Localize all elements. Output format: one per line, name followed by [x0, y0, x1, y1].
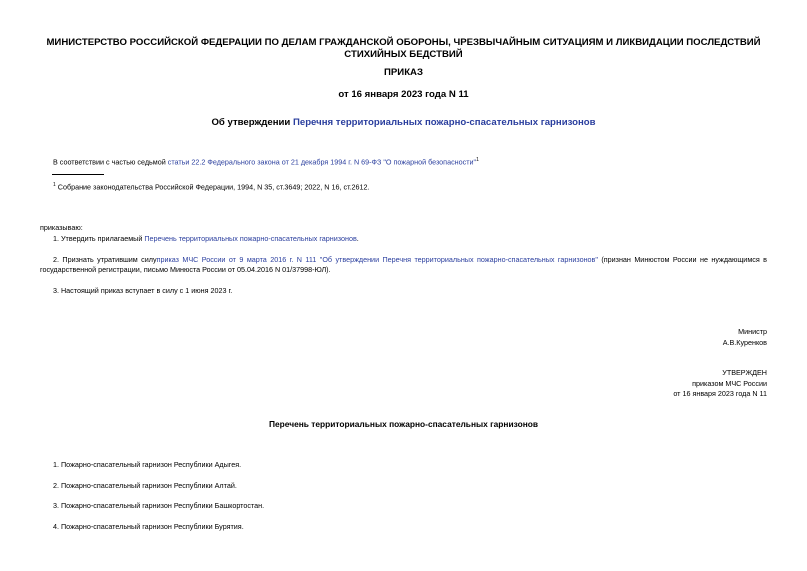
item2-suffix: (признан Минюстом России не нуждающимся в государственной регистрации, письмо Минюста России от 05.04.2016 N 01/37998-ЮЛ). [40, 255, 767, 274]
signatory-position: Министр [738, 327, 767, 336]
federal-law-link[interactable]: статьи 22.2 Федерального закона от 21 декабря 1994 г. N 69-ФЗ "О пожарной безопасности" [167, 157, 477, 167]
item2-prefix: 2. Признать утратившим силу [53, 255, 157, 264]
document-type: ПРИКАЗ [384, 67, 423, 78]
approval-line-1: УТВЕРЖДЕН [722, 368, 767, 377]
item1-suffix: . [356, 234, 359, 243]
footnote-text: Собрание законодательства Российской Федерации, 1994, N 35, ст.3649; 2022, N 16, ст.2612. [55, 182, 370, 192]
preamble-text: В соответствии с частью седьмой [53, 157, 168, 167]
order-item-1 [53, 234, 359, 244]
ministry-heading: МИНИСТЕРСТВО РОССИЙСКОЙ ФЕДЕРАЦИИ ПО ДЕЛАМ ГРАЖДАНСКОЙ ОБОРОНЫ, ЧРЕЗВЫЧАЙНЫМ СИТУАЦИЯМ И ЛИКВИДАЦИИ ПОСЛЕДСТВИЙ СТИХИЙНЫХ БЕДСТВИЙ [46, 37, 761, 60]
signature-block [723, 327, 767, 348]
order-item-3: 3. Настоящий приказ вступает в силу с 1 июня 2023 г. [53, 286, 233, 295]
approval-line-3: от 16 января 2023 года N 11 [673, 389, 767, 398]
title-link[interactable]: Перечня территориальных пожарно-спасательных гарнизонов [292, 117, 596, 128]
item1-prefix: 1. Утвердить прилагаемый [53, 234, 145, 243]
title-prefix: Об утверждении [211, 117, 293, 128]
footnote-ref: 1 [476, 157, 479, 163]
list-title: Перечень территориальных пожарно-спасательных гарнизонов [268, 419, 539, 429]
signatory-name: А.В.Куренков [722, 337, 767, 347]
document-date: от 16 января 2023 года N 11 [338, 89, 469, 100]
preamble [53, 155, 479, 167]
list-item: 1. Пожарно-спасательный гарнизон Республики Адыгея. [53, 460, 242, 469]
orders-word: приказываю: [40, 223, 83, 232]
approval-block [673, 368, 767, 400]
document-title [40, 117, 767, 128]
list-item: 3. Пожарно-спасательный гарнизон Республики Башкортостан. [53, 501, 265, 510]
repealed-order-link[interactable]: приказ МЧС России от 9 марта 2016 г. N 111 "Об утверждении Перечня территориальных пожарно-спасательных гарнизонов" [156, 255, 598, 264]
footnote-divider [52, 174, 104, 175]
list-link[interactable]: Перечень территориальных пожарно-спасательных гарнизонов [144, 234, 357, 243]
footnote [53, 180, 370, 192]
order-item-2 [40, 255, 767, 275]
list-item: 4. Пожарно-спасательный гарнизон Республики Бурятия. [53, 522, 244, 531]
footnote-marker: 1 [53, 182, 56, 188]
approval-line-2: приказом МЧС России [692, 378, 767, 388]
list-item: 2. Пожарно-спасательный гарнизон Республики Алтай. [53, 481, 237, 490]
